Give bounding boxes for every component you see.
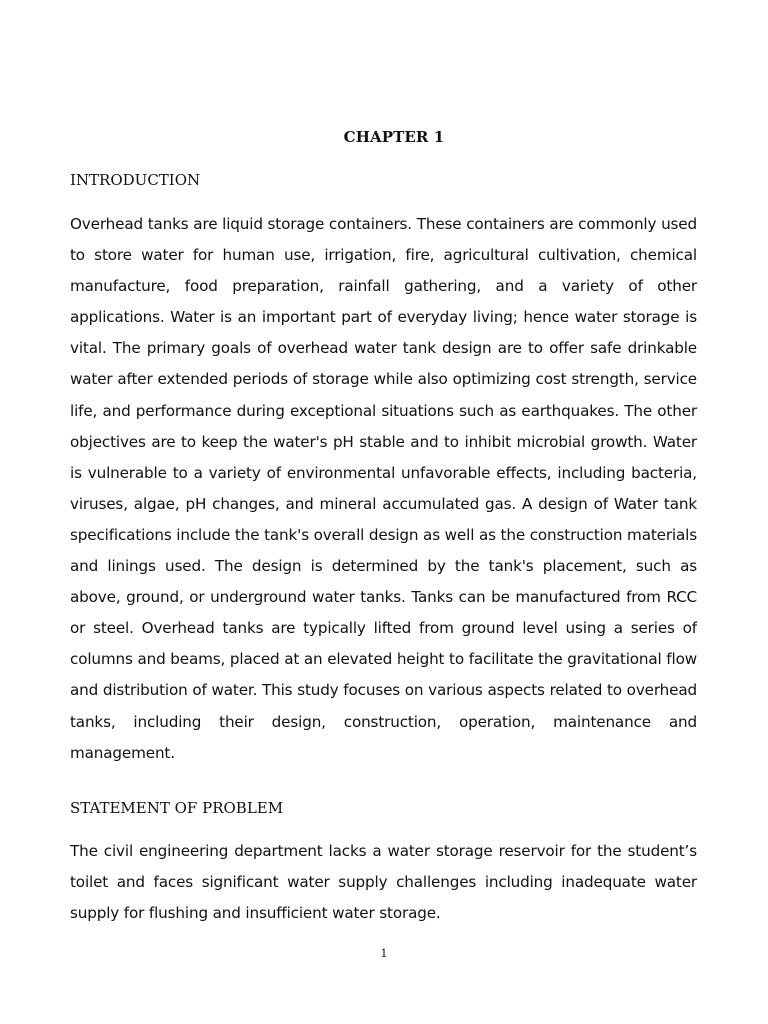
statement-of-problem-heading: STATEMENT OF PROBLEM [70, 799, 284, 817]
page-number: 1 [380, 947, 388, 960]
introduction-paragraph: Overhead tanks are liquid storage containers. These containers are commonly used to store water for human use, irrigation, fire, agricultural cultivation, chemical manufacture, food preparation, rainfall gathering, and a variety of other applications. Water is an important part of everyday living; hence water storage is vital. The primary goals of overhead water tank design are to offer safe drinkable water after extended periods of storage while also optimizing cost strength, service life, and performance during exceptional situations such as earthquakes. The other objectives are to keep the water's pH stable and to inhibit microbial growth. Water is vulnerable to a variety of environmental unfavorable effects, including bacteria, viruses, algae, pH changes, and mineral accumulated gas. A design of Water tank specifications include the tank's overall design as well as the construction materials and linings used. The design is determined by the tank's placement, such as above, ground, or underground water tanks. Tanks can be manufactured from RCC or steel. Overhead tanks are typically lifted from ground level using a series of columns and beams, placed at an elevated height to facilitate the gravitational flow and distribution of water. This study focuses on various aspects related to overhead tanks, including their design, construction, operation, maintenance and management. [70, 215, 697, 762]
statement-of-problem-paragraph: The civil engineering department lacks a water storage reservoir for the student’s toilet and faces significant water supply challenges including inadequate water supply for flushing and insufficient water storage. [70, 842, 697, 923]
chapter-title: CHAPTER 1 [343, 128, 445, 146]
introduction-heading: INTRODUCTION [70, 171, 201, 189]
